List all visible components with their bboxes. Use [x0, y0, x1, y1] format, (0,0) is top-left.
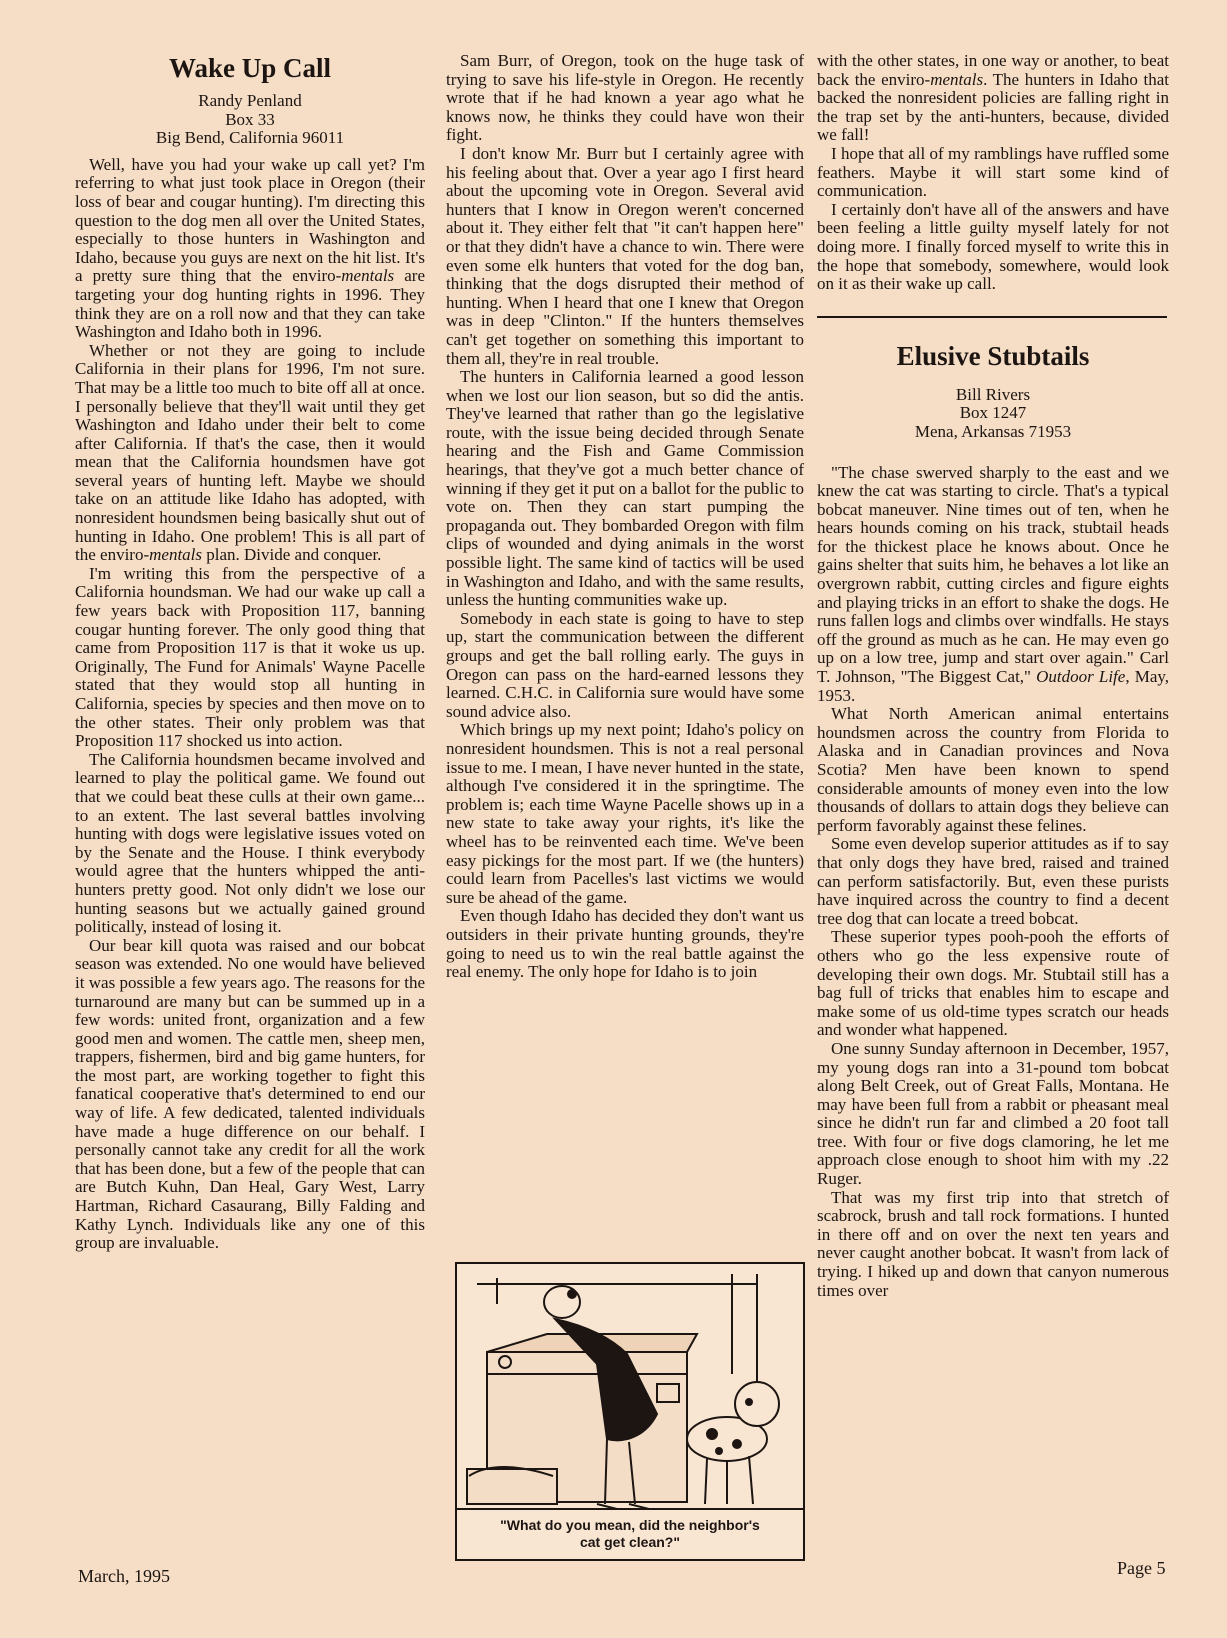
- paragraph: One sunny Sunday afternoon in December, 1957, my young dogs ran into a 31-pound tom bobcat along Belt Creek, out of Great Falls, Montana. He may have been full from a rabbit or pheasant meal since he didn't run far and climbed a 20 foot tall tree. With four or five dogs clamoring, he let me approach close enough to shoot him with my .22 Ruger.: [817, 1038, 1169, 1189]
- article-byline: [817, 386, 1169, 442]
- paragraph: These superior types pooh-pooh the efforts of others who go the less expensive route of developing their own dogs. Mr. Stubtail still has a bag full of tricks that enables him to escape and make some of us old-time types scratch our heads and wonder what happened.: [817, 927, 1169, 1040]
- quote-paragraph: "The chase swerved sharply to the east and we knew the cat was starting to circle. That's a typical bobcat maneuver. Nine times out of ten, when he hears hounds coming on his track, stubtail heads for the thickest place he knows about. Once he gains shelter that suits him, he behaves a lot like an overgrown rabbit, cutting circles and figure eights and playing tricks in an effort to shake the dogs. He runs fallen logs and climbs over windfalls. He stays off the ground as much as he can. He may even go up on a low tree, jump and start over again." Carl T. Johnson, "The Biggest Cat," Outdoor Life, May, 1953.: [817, 462, 1170, 705]
- cartoon-illustration: [455, 1262, 805, 1561]
- page-number: Page 5: [1117, 1558, 1166, 1578]
- paragraph: I certainly don't have all of the answers and have been feeling a little guilty myself lately for not doing more. I finally forced myself to write this in the hope that somebody, somewhere, would look on it as their wake up call.: [817, 199, 1169, 294]
- author-city: Mena, Arkansas 71953: [914, 421, 1072, 441]
- author-city: Big Bend, California 96011: [155, 128, 345, 148]
- paragraph: That was my first trip into that stretch of scabrock, brush and tall rock formations. I hunted in there off and on over the next ten years and never caught another bobcat. It wasn't from lack of trying. I hiked up and down that canyon numerous times over: [817, 1187, 1169, 1300]
- cartoon-caption: "What do you mean, did the neighbor's cat get clean?": [500, 1517, 760, 1550]
- paragraph: What North American animal entertains houndsmen across the country from Florida to Alaska and in Canadian provinces and Nova Scotia? Men have been known to spend considerable amounts of money even into the low thousands of dollars to attain dogs they believe can perform favorably against these felines.: [817, 704, 1169, 835]
- article-divider: [817, 316, 1167, 318]
- author-name: Randy Penland: [198, 91, 302, 110]
- paragraph: Which brings up my next point; Idaho's policy on nonresident houndsmen. This is not a real personal issue to me. I mean, I have never hunted in the state, although I've considered it in the springtime. The problem is; each time Wayne Pacelle shows up in a new state to take away your rights, it's like the wheel has to be reinvented each time. We've been easy pickings for the most part. If we (the hunters) could learn from Pacelles's last victims we would sure be ahead of the game.: [446, 720, 804, 907]
- paragraph: I'm writing this from the perspective of a California houndsman. We had our wake up call a few years back with Proposition 117, banning cougar hunting forever. The only good thing that came from Proposition 117 is that it woke us up. Originally, The Fund for Animals' Wayne Pacelle stated that they would stop all hunting in California, species by species and then move on to the other states. Their only problem was that Proposition 117 shocked us into action.: [75, 563, 425, 751]
- column-1: [75, 44, 425, 1253]
- paragraph: Somebody in each state is going to have to step up, start the communication between the different groups and get the ball rolling early. The guys in Oregon can pass on the hard-earned lessons they learned. C.H.C. in California sure would have some sound advice also.: [446, 608, 804, 721]
- paragraph: Some even develop superior attitudes as if to say that only dogs they have bred, raised and trained can perform satisfactorily. But, even these purists have inquired across the country to find a decent tree dog that can locate a treed bobcat.: [817, 834, 1169, 928]
- paragraph: The hunters in California learned a good lesson when we lost our lion season, but so did the antis. They've learned that rather than go the legislative route, with the issue being decided through Senate hearing and the Fish and Game Commission hearings, that they've got a much better chance of winning if they get it put on a ballot for the public to vote on. Then they can start pumping the propaganda out. They bombarded Oregon with film clips of wounded and dying animals in the worst possible light. The same kind of tactics will be used in Washington and Idaho, and with the same results, unless the hunting communities wake up.: [446, 367, 804, 610]
- author-box: Box 33: [225, 109, 275, 129]
- paragraph: Even though Idaho has decided they don't want us outsiders in their private hunting grounds, they're going to need us to win the real battle against the real enemy. The only hope for Idaho is to join: [446, 906, 804, 982]
- issue-date: March, 1995: [78, 1566, 170, 1586]
- article-title-wake-up-call: Wake Up Call: [168, 53, 332, 83]
- column-2: [446, 52, 804, 982]
- article-byline: [75, 92, 425, 148]
- paragraph: I hope that all of my ramblings have ruffled some feathers. Maybe it will start some kind of communication.: [817, 143, 1169, 201]
- paragraph: with the other states, in one way or another, to beat back the enviro-mentals. The hunters in Idaho that backed the nonresident policies are falling right in the trap set by the anti-hunters, because, divided we fall!: [817, 51, 1170, 145]
- paragraph: The California houndsmen became involved and learned to play the political game. We found out that we could beat these culls at their own game... to an extent. The last several battles involving hunting with dogs were legislative issues voted on by the Senate and the House. I think everybody would agree that the hunters whipped the anti-hunters pretty good. Not only didn't we lose our hunting seasons but we actually gained ground politically, instead of losing it.: [75, 749, 425, 937]
- paragraph: Well, have you had your wake up call yet? I'm referring to what just took place in Oregon (their loss of bear and cougar hunting). I'm directing this question to the dog men all over the United States, especially to those hunters in Washington and Idaho, because you guys are next on the hit list. It's a pretty sure thing that the enviro-mentals are targeting your dog hunting rights in 1996. They think they are on a roll now and that they can take Washington and Idaho both in 1996.: [75, 154, 426, 342]
- paragraph: Our bear kill quota was raised and our bobcat season was extended. No one would have believed it was possible a few years ago. The reasons for the turnaround are many but can be summed up in a few words: united front, organization and a few good men and women. The cattle men, sheep men, trappers, fishermen, bird and big game hunters, for the most part, are working together to fight this fanatical cooperative that's determined to end our way of life. A few dedicated, talented individuals have made a huge difference on our behalf. I personally cannot take any credit for all the work that has been done, but a few of the people that can are Butch Kuhn, Dan Heal, Gary West, Larry Hartman, Richard Casaurang, Billy Falding and Kathy Lynch. Individuals like any one of this group are invaluable.: [75, 935, 425, 1253]
- author-name: Bill Rivers: [955, 384, 1031, 404]
- cartoon-drawing: [457, 1264, 803, 1559]
- paragraph: I don't know Mr. Burr but I certainly agree with his feeling about that. Over a year ago I first heard about the upcoming vote in Oregon. Several avid hunters that I know in Oregon weren't concerned about it. They either felt that "it can't happen here" or that they didn't have a chance to win. There were even some elk hunters that voted for the dog ban, thinking that the dogs disrupted their method of hunting. When I heard that one I knew that Oregon was in deep "Clinton." If the hunters themselves can't get together on something this important to them all, they're in real trouble.: [446, 143, 804, 368]
- paragraph: Whether or not they are going to include California in their plans for 1996, I'm not sure. That may be a little too much to bite off all at once. I personally believe that they'll wait until they get Washington and Idaho under their belt to come after California. If that's the case, then it would mean that the California houndsmen have got several years of hunting left. Maybe we should take on an attitude like Idaho has adopted, with nonresident houndsmen being basically shut out of hunting in Idaho. One problem! This is all part of the enviro-mentals plan. Divide and conquer.: [75, 340, 425, 565]
- article-title-elusive-stubtails: Elusive Stubtails: [896, 340, 1090, 371]
- column-3: [817, 52, 1169, 1300]
- author-box: Box 1247: [959, 403, 1027, 423]
- paragraph: Sam Burr, of Oregon, took on the huge task of trying to save his life-style in Oregon. He recently wrote that if he had known a year ago what he knows now, he thinks they could have won their fight.: [446, 51, 804, 145]
